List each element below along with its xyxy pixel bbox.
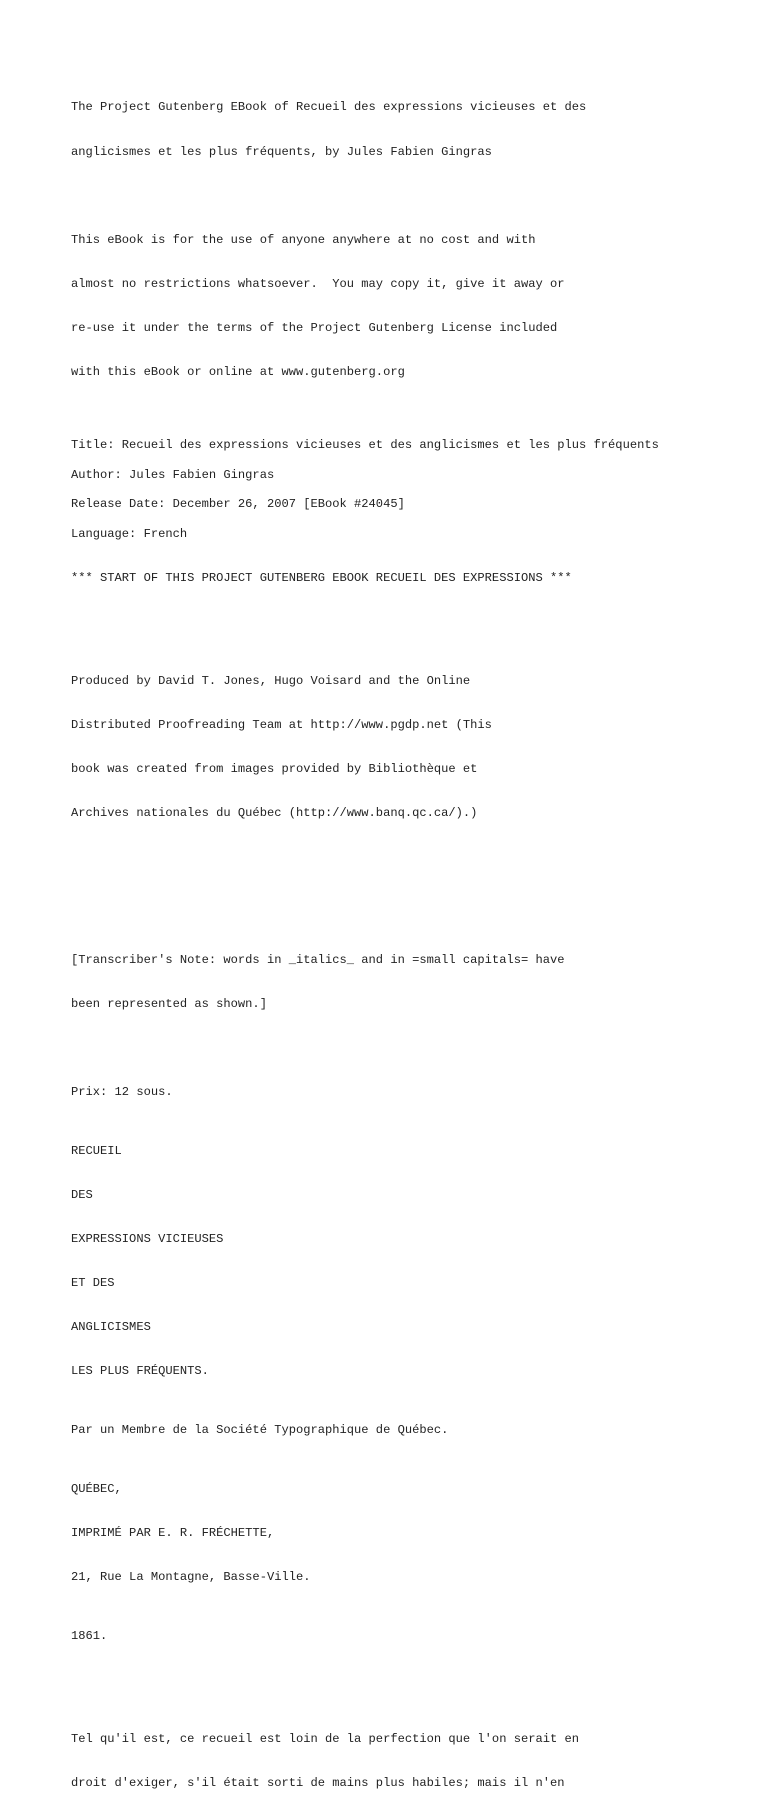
imprint-line: QUÉBEC,: [71, 1481, 122, 1496]
license-notice: [71, 203, 761, 409]
title-line: Title: Recueil des expressions vicieuses et des anglicismes et les plus fréquents: [71, 438, 659, 453]
header-line: anglicismes et les plus fréquents, by Jules Fabien Gingras: [71, 144, 492, 159]
ebook-header: [71, 71, 761, 189]
author-line: Author: Jules Fabien Gingras: [71, 467, 275, 482]
license-line: re-use it under the terms of the Project Gutenberg License included: [71, 320, 558, 335]
publication-year: 1861.: [71, 1628, 108, 1643]
license-line: This eBook is for the use of anyone anywhere at no cost and with: [71, 232, 536, 247]
release-date-line: Release Date: December 26, 2007 [EBook #24045]: [71, 497, 405, 512]
body-paragraph: [71, 1702, 761, 1820]
price-line: Prix: 12 sous.: [71, 1085, 173, 1100]
header-line: The Project Gutenberg EBook of Recueil des expressions vicieuses et des: [71, 100, 587, 115]
start-marker: *** START OF THIS PROJECT GUTENBERG EBOOK RECUEIL DES EXPRESSIONS ***: [71, 570, 572, 585]
produced-by-credits: [71, 644, 761, 850]
body-line: Tel qu'il est, ce recueil est loin de la perfection que l'on serait en: [71, 1731, 580, 1746]
book-title-line: ANGLICISMES: [71, 1320, 151, 1335]
license-line: almost no restrictions whatsoever. You may copy it, give it away or: [71, 276, 565, 291]
note-line: [Transcriber's Note: words in _italics_ and in =small capitals= have: [71, 952, 565, 967]
body-line: droit d'exiger, s'il était sorti de mains plus habiles; mais il n'en: [71, 1775, 565, 1790]
imprint-line: IMPRIMÉ PAR E. R. FRÉCHETTE,: [71, 1526, 275, 1541]
imprint-line: 21, Rue La Montagne, Basse-Ville.: [71, 1570, 311, 1585]
book-title-line: LES PLUS FRÉQUENTS.: [71, 1364, 209, 1379]
imprint-block: [71, 1453, 761, 1615]
credits-line: Archives nationales du Québec (http://www.banq.qc.ca/).): [71, 805, 478, 820]
book-title-line: DES: [71, 1187, 93, 1202]
note-line: been represented as shown.]: [71, 996, 267, 1011]
credits-line: book was created from images provided by Bibliothèque et: [71, 761, 478, 776]
language-line: Language: French: [71, 526, 188, 541]
book-title-line: EXPRESSIONS VICIEUSES: [71, 1232, 224, 1247]
book-title-line: ET DES: [71, 1276, 115, 1291]
credits-line: Distributed Proofreading Team at http://www.pgdp.net (This: [71, 717, 492, 732]
ebook-text-document: [71, 71, 761, 1820]
book-title-block: [71, 1114, 761, 1408]
book-title-line: RECUEIL: [71, 1143, 122, 1158]
transcriber-note: [71, 923, 761, 1041]
byline: Par un Membre de la Société Typographique de Québec.: [71, 1423, 449, 1438]
license-line: with this eBook or online at www.gutenberg.org: [71, 364, 405, 379]
credits-line: Produced by David T. Jones, Hugo Voisard and the Online: [71, 673, 471, 688]
